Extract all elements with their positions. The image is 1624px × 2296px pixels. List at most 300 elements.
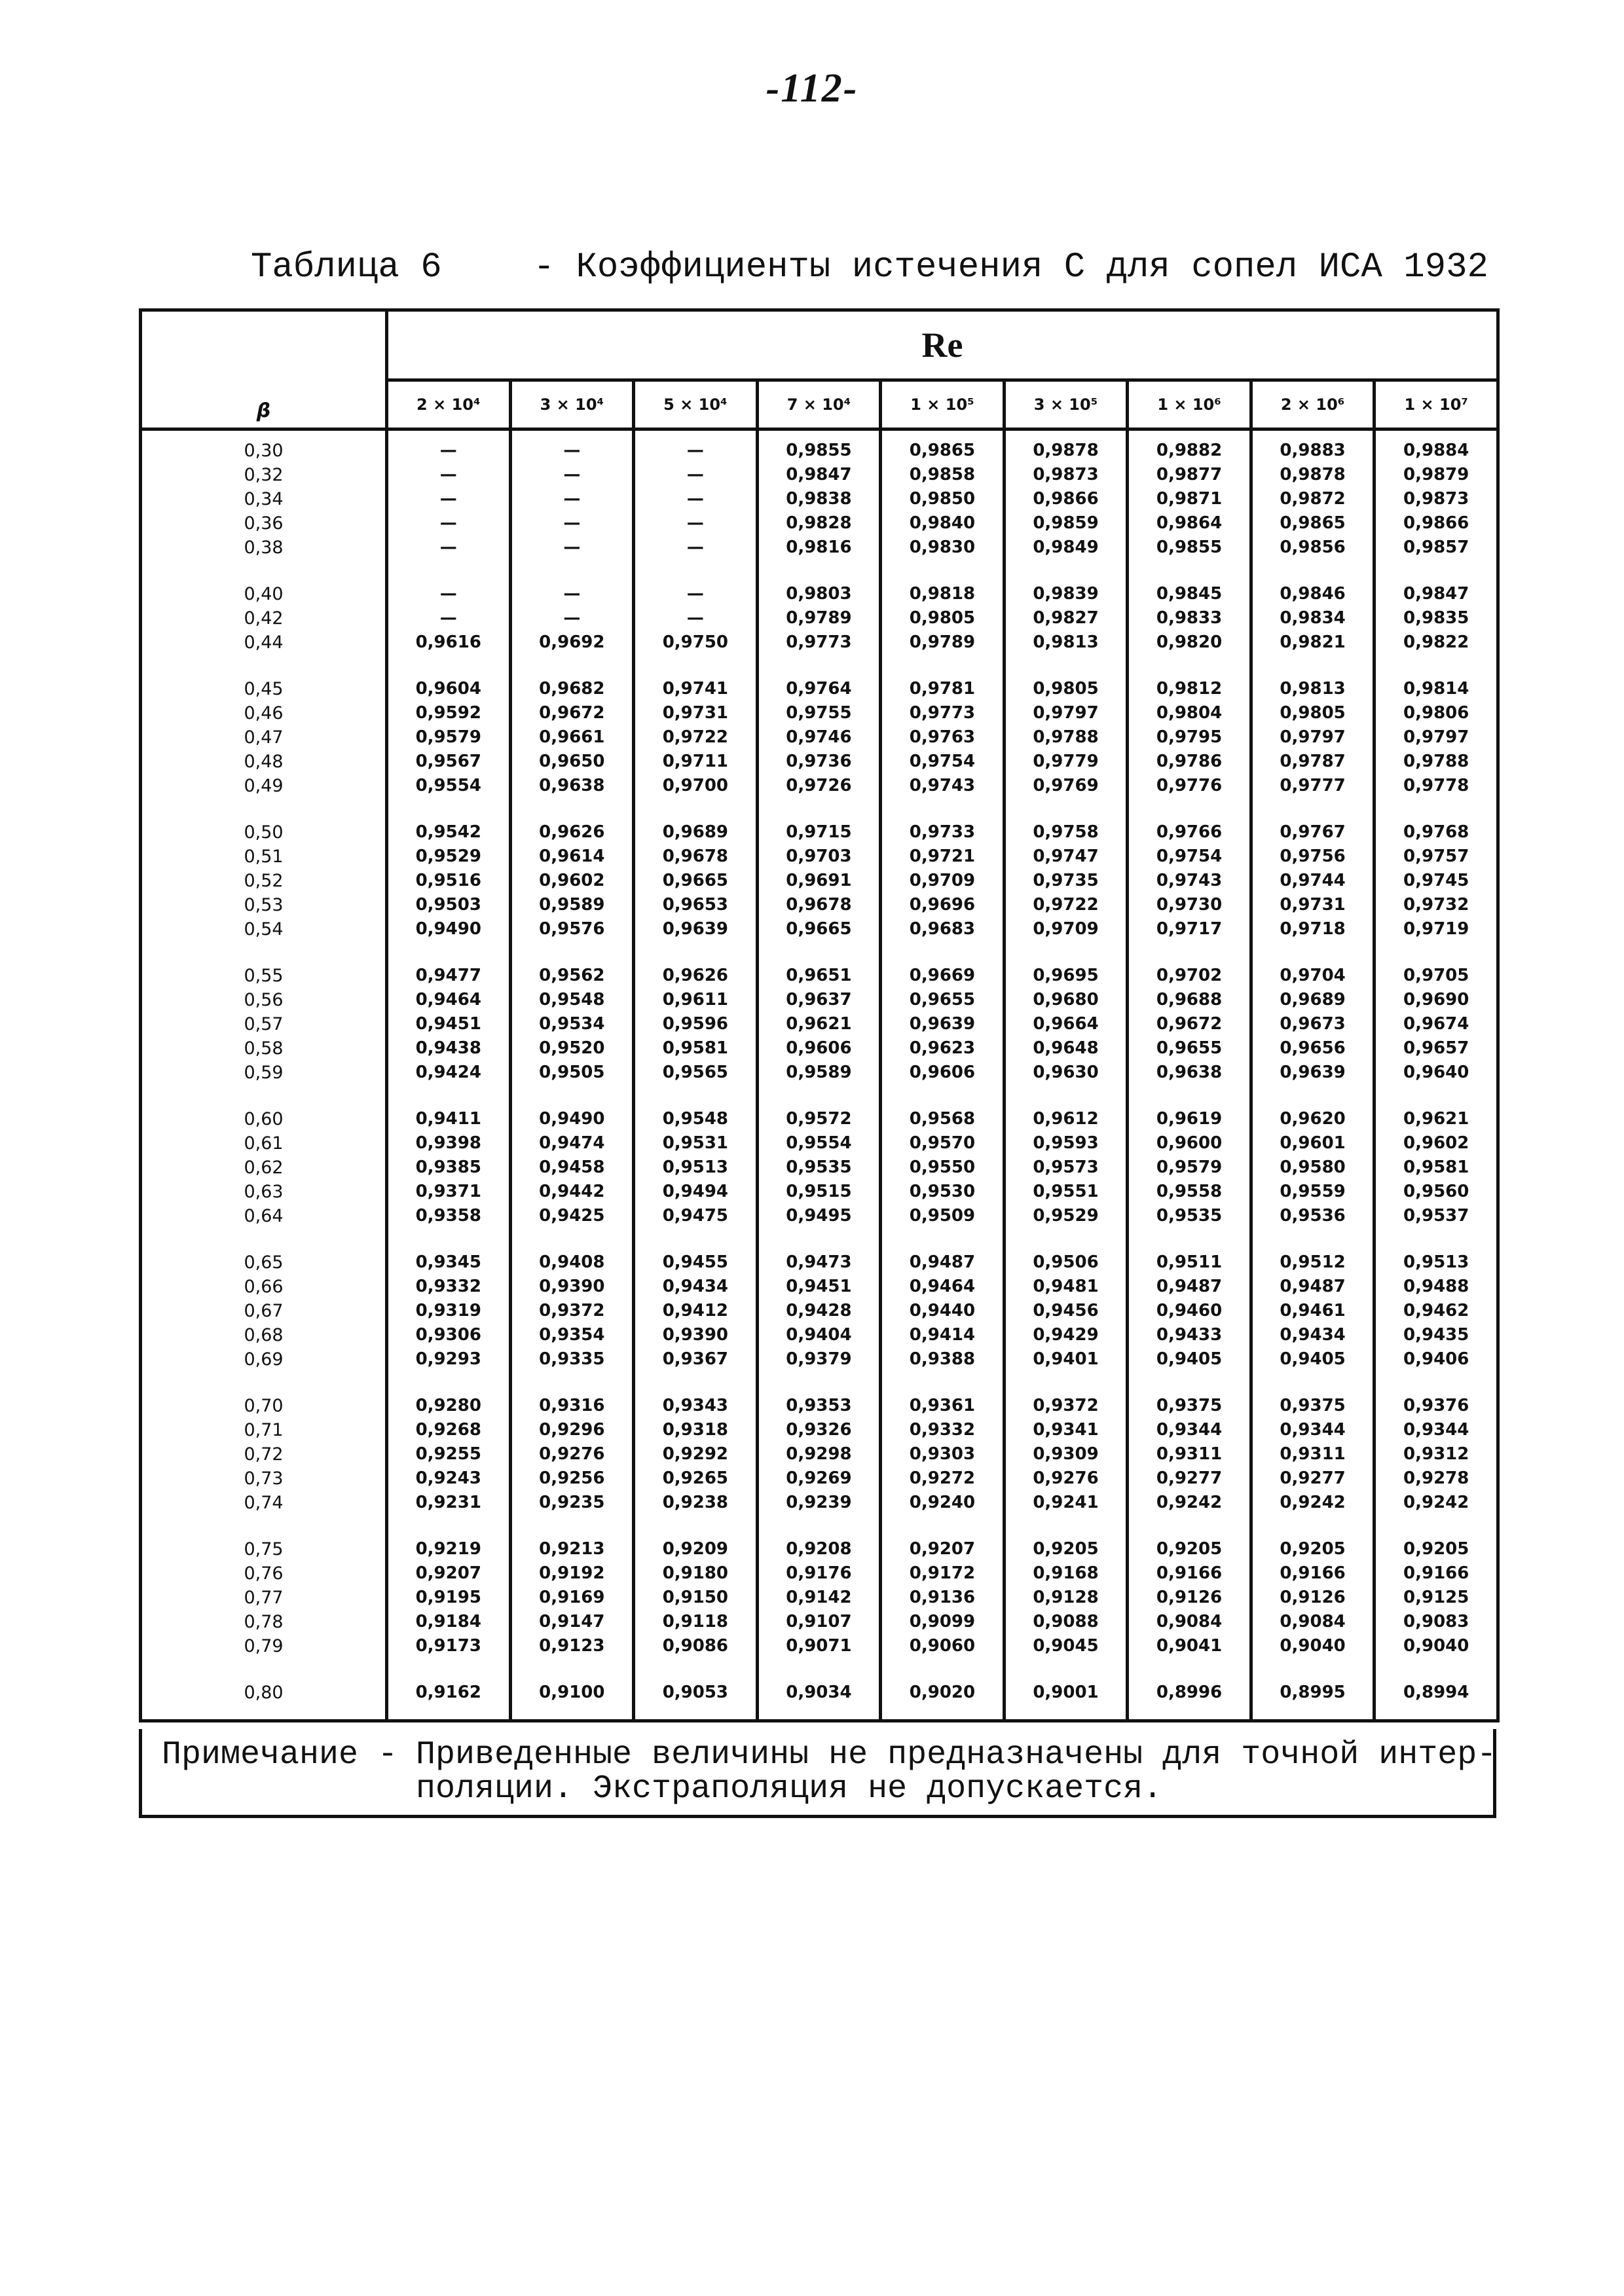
beta-cell: 0,52 [141, 869, 387, 893]
spacer-cell [1128, 429, 1251, 439]
coefficient-cell: 0,9084 [1128, 1610, 1251, 1634]
coefficient-cell: 0,9318 [634, 1418, 758, 1442]
spacer-cell [1375, 941, 1498, 964]
beta-cell: 0,65 [141, 1250, 387, 1275]
coefficient-cell: — [387, 511, 511, 536]
beta-cell: 0,53 [141, 893, 387, 917]
beta-cell: 0,55 [141, 964, 387, 988]
coefficient-cell: 0,9462 [1375, 1299, 1498, 1323]
table-spacer-row [141, 1705, 1498, 1721]
table-row [141, 820, 1498, 845]
coefficient-cell: 0,9464 [387, 988, 511, 1012]
table-row [141, 1131, 1498, 1156]
spacer-cell [757, 798, 881, 820]
coefficient-cell: 0,9766 [1128, 820, 1251, 845]
spacer-cell [1004, 1085, 1128, 1107]
coefficient-cell: 0,9656 [1251, 1036, 1375, 1061]
table-caption [251, 247, 1488, 287]
coefficient-cell: 0,9695 [1004, 964, 1128, 988]
spacer-cell [881, 655, 1005, 677]
coefficient-cell: 0,9630 [1004, 1061, 1128, 1085]
coefficient-cell: 0,9241 [1004, 1491, 1128, 1515]
spacer-cell [881, 1228, 1005, 1250]
beta-cell: 0,38 [141, 536, 387, 560]
coefficient-cell: 0,9732 [1375, 893, 1498, 917]
coefficient-cell: 0,9424 [387, 1061, 511, 1085]
coefficient-cell: 0,9682 [510, 677, 634, 701]
coefficient-cell: 0,9611 [634, 988, 758, 1012]
beta-cell: 0,40 [141, 582, 387, 606]
spacer-cell [1128, 655, 1251, 677]
coefficient-cell: 0,9001 [1004, 1681, 1128, 1705]
coefficient-cell: 0,9242 [1128, 1491, 1251, 1515]
table-row [141, 536, 1498, 560]
spacer-cell [510, 429, 634, 439]
coefficient-cell: 0,9743 [1128, 869, 1251, 893]
coefficient-cell: 0,9789 [757, 606, 881, 630]
spacer-cell [387, 1228, 511, 1250]
table-row [141, 1156, 1498, 1180]
table-row [141, 463, 1498, 487]
coefficient-cell: 0,9388 [881, 1347, 1005, 1372]
beta-cell: 0,56 [141, 988, 387, 1012]
beta-cell: 0,58 [141, 1036, 387, 1061]
spacer-cell [510, 655, 634, 677]
table-row [141, 774, 1498, 798]
coefficient-cell: 0,9428 [757, 1299, 881, 1323]
coefficient-cell: 0,9173 [387, 1634, 511, 1658]
coefficient-cell: 0,9755 [757, 701, 881, 725]
spacer-cell [510, 1372, 634, 1394]
coefficient-cell: — [634, 487, 758, 511]
coefficient-cell: 0,9827 [1004, 606, 1128, 630]
spacer-cell [634, 1228, 758, 1250]
table-row [141, 750, 1498, 774]
coefficient-cell: 0,9535 [757, 1156, 881, 1180]
coefficient-cell: 0,9440 [881, 1299, 1005, 1323]
coefficient-cell: 0,9639 [1251, 1061, 1375, 1085]
coefficient-cell: 0,9531 [634, 1131, 758, 1156]
spacer-cell [881, 798, 1005, 820]
coefficient-cell: 0,9128 [1004, 1586, 1128, 1610]
coefficient-cell: 0,9655 [1128, 1036, 1251, 1061]
beta-cell: 0,75 [141, 1537, 387, 1561]
coefficient-cell: 0,9871 [1128, 487, 1251, 511]
beta-cell: 0,73 [141, 1467, 387, 1491]
coefficient-cell: 0,9126 [1251, 1586, 1375, 1610]
coefficient-cell: 0,9795 [1128, 725, 1251, 750]
spacer-cell [387, 560, 511, 582]
coefficient-cell: 0,9292 [634, 1442, 758, 1467]
coefficient-cell: 0,9293 [387, 1347, 511, 1372]
coefficient-cell: 0,9516 [387, 869, 511, 893]
coefficient-cell: 0,9515 [757, 1180, 881, 1204]
coefficient-cell: 0,9768 [1375, 820, 1498, 845]
coefficient-cell: 0,9619 [1128, 1107, 1251, 1131]
coefficient-cell: — [634, 511, 758, 536]
beta-cell: 0,57 [141, 1012, 387, 1036]
coefficient-cell: 0,9474 [510, 1131, 634, 1156]
spacer-cell [1004, 941, 1128, 964]
beta-cell: 0,49 [141, 774, 387, 798]
table-row [141, 1036, 1498, 1061]
spacer-cell [1251, 1372, 1375, 1394]
coefficient-cell: 0,9316 [510, 1394, 634, 1418]
coefficient-cell: 0,9812 [1128, 677, 1251, 701]
coefficient-cell: 0,9579 [1128, 1156, 1251, 1180]
coefficient-cell: 0,9883 [1251, 439, 1375, 463]
coefficient-cell: 0,9788 [1004, 725, 1128, 750]
spacer-cell [510, 941, 634, 964]
coefficient-cell: 0,8995 [1251, 1681, 1375, 1705]
spacer-cell [881, 1705, 1005, 1721]
spacer-cell [634, 1372, 758, 1394]
coefficient-cell: 0,9166 [1375, 1561, 1498, 1586]
beta-cell: 0,50 [141, 820, 387, 845]
coefficient-cell: 0,9208 [757, 1537, 881, 1561]
coefficient-cell: 0,9715 [757, 820, 881, 845]
table-row [141, 1467, 1498, 1491]
spacer-cell [1375, 560, 1498, 582]
coefficient-cell: 0,9207 [881, 1537, 1005, 1561]
table-row [141, 677, 1498, 701]
coefficient-cell: 0,9276 [1004, 1467, 1128, 1491]
coefficient-cell: 0,9272 [881, 1467, 1005, 1491]
spacer-cell [634, 1085, 758, 1107]
coefficient-cell: 0,9311 [1251, 1442, 1375, 1467]
coefficient-cell: 0,9150 [634, 1586, 758, 1610]
spacer-cell [141, 1658, 387, 1681]
table-row [141, 1634, 1498, 1658]
spacer-cell [387, 1372, 511, 1394]
table-row [141, 1491, 1498, 1515]
spacer-cell [1251, 798, 1375, 820]
spacer-cell [141, 429, 387, 439]
coefficient-cell: 0,9745 [1375, 869, 1498, 893]
coefficient-cell: 0,9235 [510, 1491, 634, 1515]
spacer-cell [1004, 429, 1128, 439]
table-row [141, 511, 1498, 536]
re-column-header: 1 × 10⁶ [1128, 380, 1251, 429]
coefficient-cell: 0,9736 [757, 750, 881, 774]
coefficient-cell: 0,9513 [1375, 1250, 1498, 1275]
coefficient-cell: 0,9672 [510, 701, 634, 725]
coefficient-cell: — [510, 511, 634, 536]
coefficient-cell: 0,9408 [510, 1250, 634, 1275]
spacer-cell [1375, 1228, 1498, 1250]
coefficient-cell: 0,9460 [1128, 1299, 1251, 1323]
coefficient-cell: 0,9661 [510, 725, 634, 750]
table-row [141, 964, 1498, 988]
table-row [141, 893, 1498, 917]
coefficient-cell: 0,9390 [510, 1275, 634, 1299]
coefficient-cell: 0,9704 [1251, 964, 1375, 988]
spacer-cell [1251, 1085, 1375, 1107]
coefficient-cell: 0,9884 [1375, 439, 1498, 463]
coefficient-cell: 0,9803 [757, 582, 881, 606]
coefficient-cell: 0,9268 [387, 1418, 511, 1442]
coefficient-cell: 0,9088 [1004, 1610, 1128, 1634]
coefficient-cell: 0,9664 [1004, 1012, 1128, 1036]
coefficient-cell: 0,9692 [510, 630, 634, 655]
coefficient-cell: 0,9600 [1128, 1131, 1251, 1156]
spacer-cell [141, 560, 387, 582]
coefficient-cell: 0,9494 [634, 1180, 758, 1204]
coefficient-cell: — [387, 582, 511, 606]
spacer-cell [1128, 1228, 1251, 1250]
coefficient-cell: 0,9873 [1004, 463, 1128, 487]
coefficient-cell: 0,9306 [387, 1323, 511, 1347]
coefficient-cell: 0,9702 [1128, 964, 1251, 988]
coefficient-cell: — [510, 606, 634, 630]
coefficient-cell: 0,9537 [1375, 1204, 1498, 1228]
coefficient-cell: 0,9123 [510, 1634, 634, 1658]
coefficient-cell: 0,9045 [1004, 1634, 1128, 1658]
coefficient-cell: 0,9205 [1004, 1537, 1128, 1561]
coefficient-cell: 0,9168 [1004, 1561, 1128, 1586]
re-column-header: 7 × 10⁴ [757, 380, 881, 429]
spacer-cell [757, 1705, 881, 1721]
coefficient-cell: 0,9850 [881, 487, 1005, 511]
coefficient-cell: 0,9083 [1375, 1610, 1498, 1634]
coefficient-cell: 0,9877 [1128, 463, 1251, 487]
coefficient-cell: 0,9735 [1004, 869, 1128, 893]
coefficient-cell: 0,9722 [634, 725, 758, 750]
coefficient-cell: 0,9166 [1128, 1561, 1251, 1586]
coefficient-cell: 0,9372 [1004, 1394, 1128, 1418]
coefficient-cell: 0,9277 [1251, 1467, 1375, 1491]
coefficient-cell: 0,9601 [1251, 1131, 1375, 1156]
coefficient-cell: 0,9503 [387, 893, 511, 917]
coefficient-cell: 0,9344 [1375, 1418, 1498, 1442]
coefficient-cell: 0,9412 [634, 1299, 758, 1323]
coefficient-cell: 0,8996 [1128, 1681, 1251, 1705]
coefficient-cell: 0,9456 [1004, 1299, 1128, 1323]
coefficient-cell: 0,9296 [510, 1418, 634, 1442]
coefficient-cell: 0,9434 [1251, 1323, 1375, 1347]
coefficient-cell: — [634, 463, 758, 487]
coefficient-cell: 0,9650 [510, 750, 634, 774]
coefficient-cell: 0,9781 [881, 677, 1005, 701]
coefficient-cell: 0,9205 [1375, 1537, 1498, 1561]
coefficient-cell: 0,9461 [1251, 1299, 1375, 1323]
coefficient-cell: 0,9562 [510, 964, 634, 988]
spacer-cell [387, 1085, 511, 1107]
coefficient-cell: 0,9162 [387, 1681, 511, 1705]
coefficient-cell: 0,9639 [881, 1012, 1005, 1036]
coefficient-cell: 0,9690 [1375, 988, 1498, 1012]
coefficient-cell: 0,9797 [1004, 701, 1128, 725]
coefficient-cell: — [634, 606, 758, 630]
table-row [141, 606, 1498, 630]
coefficient-cell: 0,9602 [1375, 1131, 1498, 1156]
beta-cell: 0,32 [141, 463, 387, 487]
coefficient-cell: 0,9726 [757, 774, 881, 798]
coefficient-cell: 0,9689 [1251, 988, 1375, 1012]
spacer-cell [881, 429, 1005, 439]
beta-cell: 0,78 [141, 1610, 387, 1634]
spacer-cell [1004, 798, 1128, 820]
coefficient-cell: 0,9717 [1128, 917, 1251, 941]
coefficient-cell: 0,9118 [634, 1610, 758, 1634]
coefficient-cell: 0,9779 [1004, 750, 1128, 774]
re-column-header: 3 × 10⁴ [510, 380, 634, 429]
coefficient-cell: 0,9789 [881, 630, 1005, 655]
coefficient-cell: 0,9866 [1375, 511, 1498, 536]
note-line-2: поляции. Экстраполяция не допускается. [416, 1770, 1163, 1808]
spacer-cell [510, 1658, 634, 1681]
coefficient-cell: 0,9488 [1375, 1275, 1498, 1299]
spacer-cell [1128, 941, 1251, 964]
table-row [141, 1204, 1498, 1228]
coefficient-cell: 0,9568 [881, 1107, 1005, 1131]
spacer-cell [1375, 655, 1498, 677]
spacer-cell [1375, 798, 1498, 820]
table-row [141, 1347, 1498, 1372]
coefficient-cell: 0,9581 [1375, 1156, 1498, 1180]
coefficient-cell: — [510, 487, 634, 511]
coefficient-cell: 0,9689 [634, 820, 758, 845]
coefficient-cell: 0,9845 [1128, 582, 1251, 606]
coefficient-cell: 0,9209 [634, 1537, 758, 1561]
spacer-cell [141, 1228, 387, 1250]
coefficient-cell: 0,9835 [1375, 606, 1498, 630]
coefficient-cell: 0,9764 [757, 677, 881, 701]
coefficient-cell: 0,9354 [510, 1323, 634, 1347]
coefficient-cell: 0,9565 [634, 1061, 758, 1085]
coefficient-cell: 0,9866 [1004, 487, 1128, 511]
coefficient-cell: 0,9678 [634, 845, 758, 869]
spacer-cell [757, 1658, 881, 1681]
coefficient-cell: 0,9680 [1004, 988, 1128, 1012]
spacer-cell [1375, 1658, 1498, 1681]
spacer-cell [141, 1705, 387, 1721]
table-spacer-row [141, 1085, 1498, 1107]
coefficient-cell: 0,9747 [1004, 845, 1128, 869]
coefficient-cell: 0,9219 [387, 1537, 511, 1561]
coefficient-cell: 0,9787 [1251, 750, 1375, 774]
coefficient-cell: — [510, 536, 634, 560]
coefficient-cell: 0,9298 [757, 1442, 881, 1467]
coefficient-cell: 0,9176 [757, 1561, 881, 1586]
coefficient-cell: 0,9477 [387, 964, 511, 988]
coefficient-cell: 0,9487 [1251, 1275, 1375, 1299]
coefficient-cell: 0,9535 [1128, 1204, 1251, 1228]
coefficient-cell: 0,9878 [1251, 463, 1375, 487]
table-row [141, 917, 1498, 941]
table-row [141, 725, 1498, 750]
coefficient-cell: 0,9711 [634, 750, 758, 774]
beta-cell: 0,34 [141, 487, 387, 511]
coefficient-cell: 0,9326 [757, 1418, 881, 1442]
coefficient-cell: 0,9592 [387, 701, 511, 725]
coefficient-cell: 0,9830 [881, 536, 1005, 560]
coefficient-cell: 0,9856 [1251, 536, 1375, 560]
coefficient-cell: 0,9084 [1251, 1610, 1375, 1634]
coefficient-cell: 0,9060 [881, 1634, 1005, 1658]
table-row [141, 1537, 1498, 1561]
coefficient-cell: 0,9773 [757, 630, 881, 655]
spacer-cell [1004, 1515, 1128, 1537]
coefficient-cell: 0,9560 [1375, 1180, 1498, 1204]
spacer-cell [757, 1515, 881, 1537]
table-spacer-row [141, 429, 1498, 439]
table-row [141, 1299, 1498, 1323]
beta-cell: 0,45 [141, 677, 387, 701]
spacer-cell [387, 655, 511, 677]
coefficient-cell: 0,9529 [1004, 1204, 1128, 1228]
coefficient-cell: 0,9053 [634, 1681, 758, 1705]
beta-cell: 0,66 [141, 1275, 387, 1299]
coefficient-cell: 0,9839 [1004, 582, 1128, 606]
coefficient-cell: 0,9818 [881, 582, 1005, 606]
spacer-cell [757, 1085, 881, 1107]
spacer-cell [141, 798, 387, 820]
coefficient-cell: 0,9621 [1375, 1107, 1498, 1131]
spacer-cell [510, 1085, 634, 1107]
beta-cell: 0,63 [141, 1180, 387, 1204]
spacer-cell [1251, 1705, 1375, 1721]
spacer-cell [510, 1515, 634, 1537]
coefficient-cell: 0,9576 [510, 917, 634, 941]
coefficient-cell: 0,9125 [1375, 1586, 1498, 1610]
coefficient-cell: — [387, 487, 511, 511]
spacer-cell [757, 560, 881, 582]
coefficient-cell: 0,9414 [881, 1323, 1005, 1347]
coefficient-cell: 0,9769 [1004, 774, 1128, 798]
coefficient-cell: 0,9379 [757, 1347, 881, 1372]
coefficient-cell: 0,9481 [1004, 1275, 1128, 1299]
coefficient-cell: 0,9372 [510, 1299, 634, 1323]
table-row [141, 1394, 1498, 1418]
coefficient-cell: 0,9312 [1375, 1442, 1498, 1467]
beta-header: β [141, 310, 387, 429]
coefficient-cell: 0,9719 [1375, 917, 1498, 941]
coefficient-cell: 0,9814 [1375, 677, 1498, 701]
coefficient-cell: 0,9731 [634, 701, 758, 725]
spacer-cell [141, 655, 387, 677]
coefficient-cell: 0,9335 [510, 1347, 634, 1372]
coefficient-cell: 0,9813 [1004, 630, 1128, 655]
coefficient-cell: 0,9169 [510, 1586, 634, 1610]
coefficient-cell: 0,9405 [1128, 1347, 1251, 1372]
coefficient-cell: 0,9593 [1004, 1131, 1128, 1156]
spacer-cell [1128, 798, 1251, 820]
spacer-cell [510, 798, 634, 820]
spacer-cell [881, 1515, 1005, 1537]
spacer-cell [1004, 655, 1128, 677]
table-row [141, 869, 1498, 893]
coefficient-cell: 0,9741 [634, 677, 758, 701]
coefficient-cell: 0,9573 [1004, 1156, 1128, 1180]
coefficient-cell: 0,9086 [634, 1634, 758, 1658]
coefficient-cell: 0,9816 [757, 536, 881, 560]
coefficient-cell: 0,9548 [510, 988, 634, 1012]
coefficient-cell: 0,9554 [387, 774, 511, 798]
spacer-cell [387, 1515, 511, 1537]
table-row [141, 845, 1498, 869]
coefficient-cell: 0,9551 [1004, 1180, 1128, 1204]
spacer-cell [1375, 429, 1498, 439]
coefficient-table [139, 308, 1500, 1722]
table-row [141, 1061, 1498, 1085]
coefficient-cell: 0,9542 [387, 820, 511, 845]
coefficient-cell: 0,9743 [881, 774, 1005, 798]
spacer-cell [881, 941, 1005, 964]
coefficient-cell: 0,9648 [1004, 1036, 1128, 1061]
coefficient-cell: — [510, 439, 634, 463]
coefficient-cell: — [510, 463, 634, 487]
